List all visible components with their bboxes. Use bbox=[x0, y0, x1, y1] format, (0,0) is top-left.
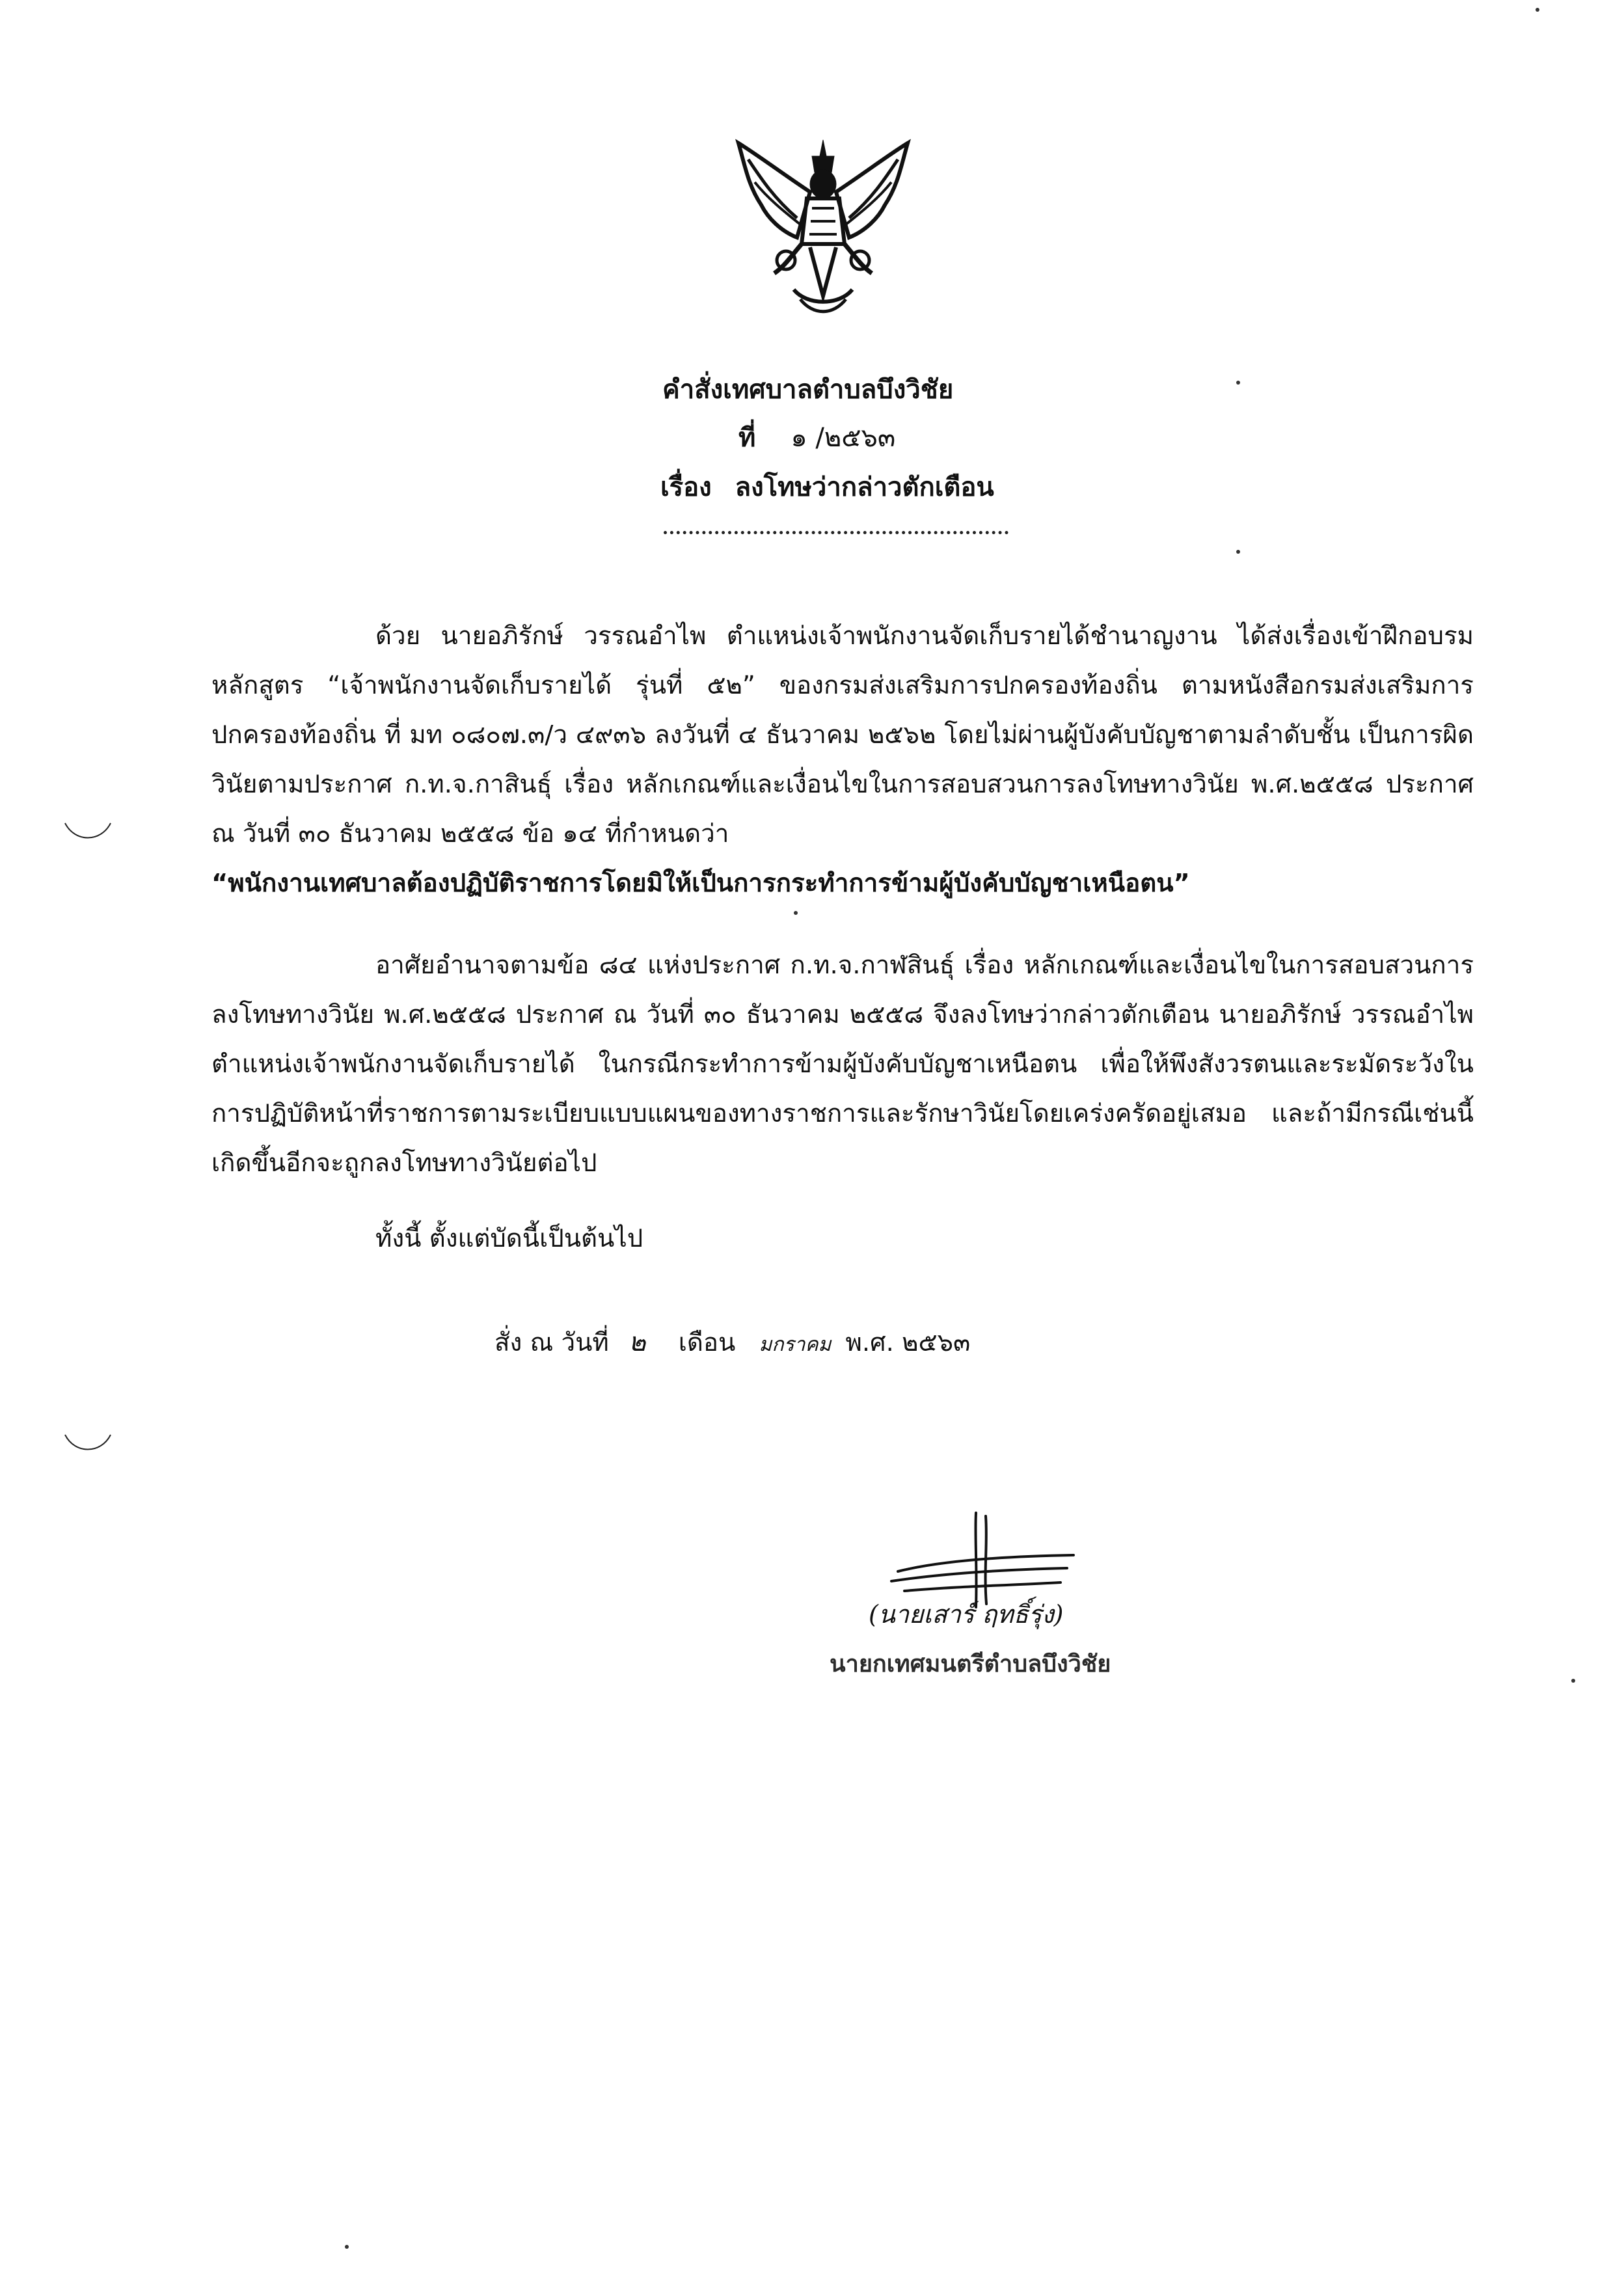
signer-position: นายกเทศมนตรีตำบลบึงวิชัย bbox=[830, 1651, 1111, 1677]
paragraph-1-text: ด้วย นายอภิรักษ์ วรรณอำไพ ตำแหน่งเจ้าพนักงานจัดเก็บรายได้ชำนาญงาน ได้ส่งเรื่องเข้าฝึกอบรมหลักสูตร “เจ้าพนักงานจัดเก็บรายได้ รุ่นที่ ๕๒” ของกรมส่งเสริมการปกครองท้องถิ่น ตามหนังสือกรมส่งเสริมการปกครองท้องถิ่น ที่ มท ๐๘๐๗.๓/ว ๔๙๓๖ ลงวันที่ ๔ ธันวาคม ๒๕๖๒ โดยไม่ผ่านผู้บังคับบัญชาตามลำดับชั้น เป็นการผิดวินัยตามประกาศ ก.ท.จ.กาสินธุ์ เรื่อง หลักเกณฑ์และเงื่อนไขในการสอบสวนการลงโทษทางวินัย พ.ศ.๒๕๕๘ ประกาศ ณ วันที่ ๓๐ ธันวาคม ๒๕๕๘ ข้อ ๑๔ ที่กำหนดว่า bbox=[211, 621, 1474, 848]
order-date-prefix: สั่ง ณ วันที่ bbox=[494, 1328, 609, 1357]
scan-speck bbox=[1236, 550, 1240, 554]
header-divider bbox=[664, 526, 1008, 534]
order-date bbox=[494, 1321, 970, 1363]
punch-hole-mark-icon bbox=[62, 1432, 114, 1458]
subject-label: เรื่อง bbox=[660, 472, 712, 502]
scan-speck bbox=[345, 2245, 349, 2249]
order-number bbox=[738, 416, 895, 458]
document-title: คำสั่งเทศบาลตำบลบึงวิชัย bbox=[662, 375, 954, 405]
order-number-value: ๑ /๒๕๖๓ bbox=[791, 423, 896, 453]
order-number-label: ที่ bbox=[738, 423, 756, 453]
order-date-year: พ.ศ. ๒๕๖๓ bbox=[845, 1328, 971, 1357]
scan-speck bbox=[1236, 381, 1240, 385]
scan-speck bbox=[1571, 1679, 1575, 1683]
order-date-month-label: เดือน bbox=[678, 1328, 736, 1357]
body-paragraph-1 bbox=[211, 612, 1474, 908]
scan-speck bbox=[1536, 8, 1539, 12]
subject-value: ลงโทษว่ากล่าวตักเตือน bbox=[735, 472, 994, 502]
garuda-emblem-icon bbox=[729, 127, 917, 322]
scan-speck bbox=[794, 911, 798, 915]
signer-name: (นายเสาร์ ฤทธิ์รุ่ง) bbox=[869, 1600, 1064, 1629]
order-subject bbox=[660, 466, 994, 508]
regulation-quote: “พนักงานเทศบาลต้องปฏิบัติราชการโดยมิให้เป็นการกระทำการข้ามผู้บังคับบัญชาเหนือตน” bbox=[211, 869, 1190, 898]
order-date-day: ๒ bbox=[629, 1327, 646, 1357]
body-paragraph-3: ทั้งนี้ ตั้งแต่บัดนี้เป็นต้นไป bbox=[375, 1224, 643, 1253]
body-paragraph-2: อาศัยอำนาจตามข้อ ๘๔ แห่งประกาศ ก.ท.จ.กาฬสินธุ์ เรื่อง หลักเกณฑ์และเงื่อนไขในการสอบสวนการลงโทษทางวินัย พ.ศ.๒๕๕๘ ประกาศ ณ วันที่ ๓๐ ธันวาคม ๒๕๕๘ จึงลงโทษว่ากล่าวตักเตือน นายอภิรักษ์ วรรณอำไพ ตำแหน่งเจ้าพนักงานจัดเก็บรายได้ ในกรณีกระทำการข้ามผู้บังคับบัญชาเหนือตน เพื่อให้พึงสังวรตนและระมัดระวังในการปฏิบัติหน้าที่ราชการตามระเบียบแบบแผนของทางราชการและรักษาวินัยโดยเคร่งครัดอยู่เสมอ และถ้ามีกรณีเช่นนี้เกิดขึ้นอีกจะถูกลงโทษทางวินัยต่อไป bbox=[211, 951, 1474, 1178]
punch-hole-mark-icon bbox=[62, 820, 114, 846]
order-date-month: มกราคม bbox=[759, 1333, 832, 1356]
